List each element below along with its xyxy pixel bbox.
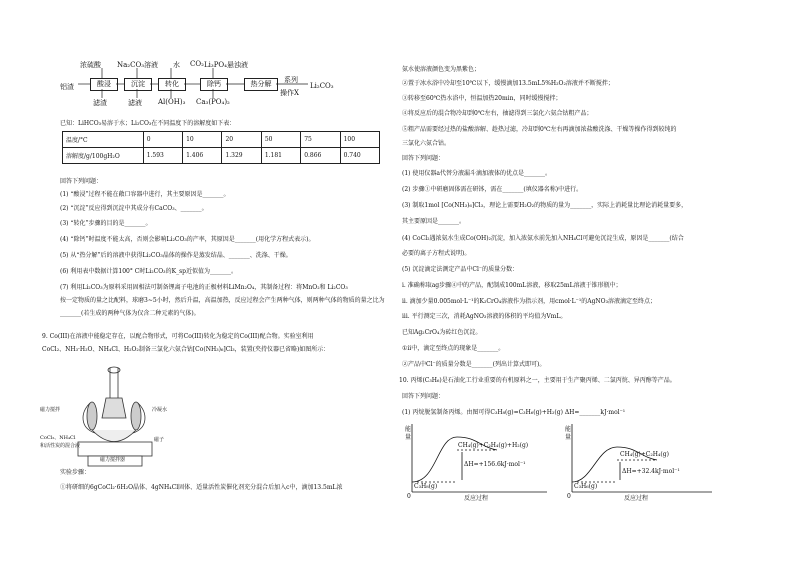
table-cell: 50	[261, 132, 300, 148]
table-cell: 1.593	[143, 148, 182, 164]
table-cell: 20	[222, 132, 261, 148]
step-text: 氨水使溶液颜色变为黑紫色；	[402, 66, 481, 73]
graph-label: 量	[405, 434, 412, 441]
table-cell: 温度/°C	[63, 132, 144, 148]
step-text: ②置于冰水浴中冷却至10℃以下，缓慢滴加13.5mL5%H₂O₂溶液并不断搅拌；	[402, 80, 614, 87]
flow-step-box: 热分解	[244, 78, 278, 91]
question-text: (2) “沉淀”反应得到沉淀中其成分有CaCO₃、_______。	[60, 205, 208, 212]
question-text: (7) 利用Li₂CO₃为原料采用固相法可制备锂离子电池的正极材料LiMn₂O₄，其制备过程：将MnO₂和 Li₂CO₃	[60, 284, 348, 291]
step-text: ①将研细的6gCoCl₂·6H₂O晶体、4gNH₄Cl固体、适量活性炭催化剂充分混合后加入c中，滴加13.5mL浓	[60, 484, 343, 491]
question-text: 9. Co(III)在溶液中能稳定存在，以配合物形式，可将Co(III)转化为稳定的Co(III)配合物。实验室利用	[42, 333, 314, 340]
apparatus-label: 冷凝水	[152, 407, 168, 413]
apparatus-label: 磁子	[154, 437, 165, 443]
question-text: CoCl₂、NH₃·H₂O、NH₄Cl、H₂O₂制备三氯化六氨合钴[Co(NH₃)₆]Cl₃，装置(夹持仪器已省略)如图所示：	[42, 346, 330, 353]
graph-label: CH₄(g)+C₂H₄(g)	[620, 451, 669, 458]
flow-bottom-label: Ca₃(PO₄)₂	[196, 98, 230, 106]
graph-label: 能	[565, 426, 572, 433]
question-text: (1) 丙烷脱氢制备丙烯。由图可得C₃H₈(g)=C₃H₆(g)+H₂(g) ΔH=_______kJ·mol⁻¹	[402, 409, 626, 416]
table-cell: 1.181	[261, 148, 300, 164]
question-text: iii. 平行测定三次，消耗AgNO₃溶液的体积的平均值为VmL。	[402, 313, 567, 320]
graph-label: 0	[407, 493, 411, 500]
answer-heading: 回答下列问题：	[402, 393, 445, 400]
question-text: (3) “转化”步骤的目的是_______。	[60, 220, 152, 227]
table-row	[63, 148, 380, 164]
step-text: 三氯化六氨合钴。	[402, 140, 451, 147]
flow-top-label: 水	[173, 61, 180, 69]
graph-label: ΔH=+156.6kJ·mol⁻¹	[464, 461, 526, 468]
step-text: ⑤粗产品需要经过热的盐酸溶解、趁热过滤，冷却到0℃左右再滴加浓盐酸洗涤、干燥等操作得到较纯的	[402, 126, 677, 133]
table-cell: 溶解度/g/100gH₂O	[63, 148, 144, 164]
solubility-table	[62, 131, 380, 164]
process-flowchart	[60, 58, 380, 113]
graph-label: ΔH=+32.4kJ·mol⁻¹	[622, 468, 680, 475]
question-text: (2) 步骤①中研磨固体需在研钵，需在_______(填仪器名称)中进行。	[402, 186, 583, 193]
step-text: ④将反应后的混合物冷却到0℃左右，抽滤得到三氯化六氨合钴粗产品；	[402, 110, 593, 117]
question-text: 10. 丙烯(C₃H₆)是石油化工行业重要的有机原料之一，主要用于生产聚丙烯、二氯丙烷、异丙醇等产品。	[399, 377, 676, 384]
table-cell: 75	[301, 132, 340, 148]
question-text: (1) “酸浸”过程不能在敞口容器中进行，其主要原因是_______。	[60, 191, 230, 198]
graph-label: C₃H₆(g)	[574, 483, 598, 490]
table-cell: 1.406	[183, 148, 222, 164]
graph-label: 能	[405, 426, 412, 433]
known-text: 已知：LiHCO₃易溶于水；Li₂CO₃在不同温度下的溶解度如下表：	[60, 120, 236, 127]
flow-bottom-label: Al(OH)₃	[158, 98, 186, 106]
question-text: i. 准确称取ag步骤④中的产品，配制成100mL溶液，移取25mL溶液于锥形瓶中；	[402, 282, 622, 289]
energy-graph-2-drawing	[562, 422, 727, 502]
apparatus-label: 磁力搅拌器	[100, 457, 126, 463]
apparatus-label: 磁力搅拌	[40, 407, 61, 413]
question-text: 按一定物质的量之比配料，球磨3~5小时，然后升温，高温加热，反应过程会产生两种气体，则两种气体的物质的量之比为	[60, 297, 385, 304]
apparatus-label: 和活性炭的混合液	[40, 443, 81, 449]
flow-top-label: Na₂CO₃溶液	[117, 61, 159, 69]
graph-label: 反应过程	[624, 495, 649, 502]
flow-series-label: 系列	[284, 76, 298, 84]
answer-heading: 回答下列问题：	[402, 155, 445, 162]
question-text: 其主要原因是_______。	[402, 218, 466, 225]
known-text: 已知Ag₂CrO₄为砖红色沉淀。	[402, 329, 482, 336]
flow-series-label: 操作X	[280, 89, 299, 97]
question-text: ii. 滴加少量0.005mol·L⁻¹的K₂CrO₄溶液作为指示剂，用cmol·L⁻¹的AgNO₃溶液滴定至终点；	[402, 298, 656, 305]
question-text: ②产品中Cl⁻的质量分数是_______(列出计算式即可)。	[402, 361, 546, 368]
graph-label: 量	[565, 434, 572, 441]
table-cell: 0.866	[301, 148, 340, 164]
answer-heading: 回答下列问题：	[60, 178, 103, 185]
graph-label: 反应过程	[464, 495, 489, 502]
question-text: (6) 利用表中数据计算100° C时Li₂CO₃的K_sp近似值为_______。	[60, 268, 237, 275]
table-row	[63, 132, 380, 148]
steps-heading: 实验步骤：	[60, 469, 91, 476]
graph-label: 0	[567, 493, 571, 500]
graph-label: C₃H₈(g)	[414, 483, 438, 490]
flow-step-box: 转化	[158, 78, 186, 91]
question-text: (5) 从“热分解”后的溶液中获得Li₂CO₃晶体的操作是蒸发结晶、_______、洗涤、干燥。	[60, 252, 292, 259]
flow-step-box: 酸浸	[90, 78, 118, 91]
table-cell: 10	[183, 132, 222, 148]
question-text: (4) CoCl₂遇浓氨水生成Co(OH)₂沉淀，加入浓氨水前先加入NH₄Cl可避免沉淀生成，原因是_______(结合	[402, 235, 684, 242]
flow-start: 铝渣	[60, 83, 74, 91]
flow-step-box: 沉淀	[124, 78, 152, 91]
question-text: (3) 制取1mol [Co(NH₃)₆]Cl₃，理论上需要H₂O₂的物质的量为_______，实际上消耗量比理论消耗量要多，	[402, 202, 688, 209]
step-text: ③转移至60℃热水浴中，恒温加热20min，同时缓慢搅拌；	[402, 95, 562, 102]
energy-graph-2	[562, 422, 727, 502]
question-text: (1) 使用仪器a代替分液漏斗滴加液体的优点是_______。	[402, 170, 551, 177]
question-text: ①ii中，滴定至终点的现象是_______。	[402, 345, 505, 352]
apparatus-diagram	[40, 358, 210, 468]
table-cell: 0	[143, 132, 182, 148]
flow-bottom-label: 滤渣	[93, 99, 107, 107]
table-cell: 100	[340, 132, 379, 148]
flow-end: Li₂CO₃	[310, 82, 334, 90]
flow-bottom-label: 滤液	[128, 99, 142, 107]
apparatus-label: CoCl₂、NH₄Cl	[40, 435, 76, 441]
flow-step-box: 除钙	[200, 78, 228, 91]
question-text: _______(若生成的两种气体为仅含二种元素的气体)。	[60, 310, 200, 317]
flow-top-label: 浓硫酸	[80, 61, 101, 69]
table-cell: 0.740	[340, 148, 379, 164]
question-text: (5) 沉淀滴定法测定产品中Cl⁻的质量分数：	[402, 266, 519, 273]
graph-label: CH₄(g)+C₂H₄(g)+H₂(g)	[458, 442, 529, 449]
apparatus-drawing	[40, 358, 210, 468]
question-text: (4) “除钙”时温度不能太高，否则会影响Li₂CO₃的产率，其原因是_______(用化学方程式表示)。	[60, 236, 315, 243]
flow-top-label: CO₂	[190, 60, 204, 68]
table-cell: 1.329	[222, 148, 261, 164]
flow-top-label: Li₃PO₄悬浊液	[204, 61, 248, 69]
energy-graph-1	[402, 422, 552, 502]
question-text: 必要的离子方程式说明)。	[402, 250, 471, 257]
